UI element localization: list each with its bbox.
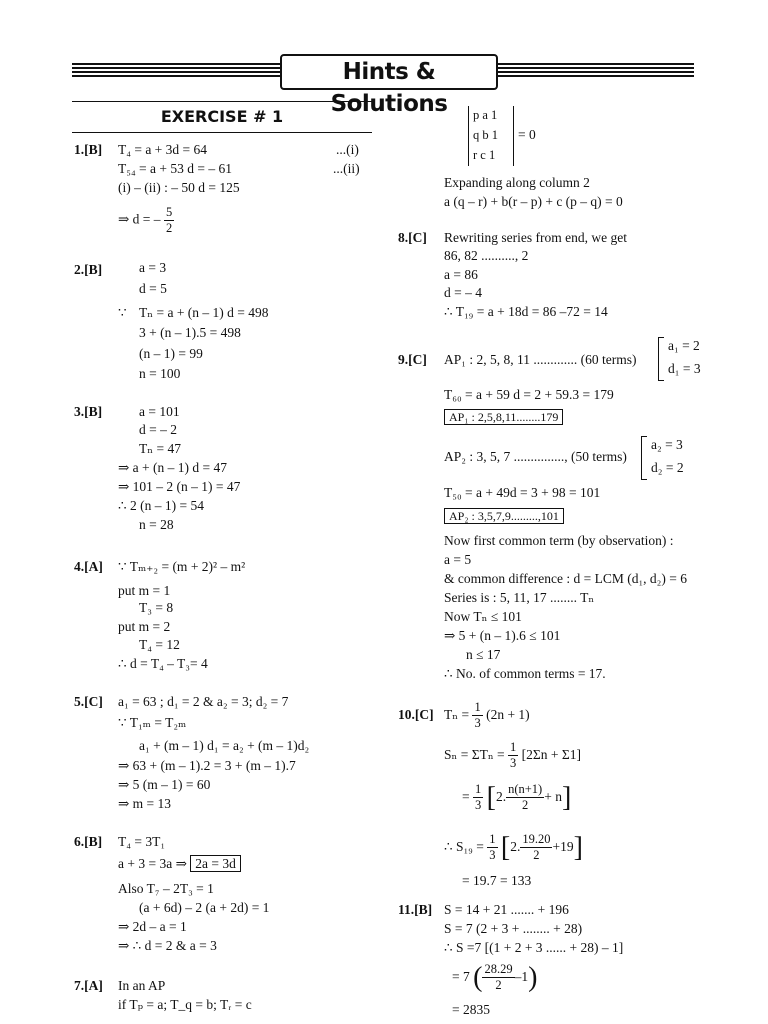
solution-line: a₂ = 3 — [651, 437, 683, 452]
fraction: $\frac{19.20}{2}$ — [522, 832, 551, 863]
bracket — [641, 436, 647, 480]
solution-line: T₄ = 12 — [139, 637, 180, 652]
solution-line: = $\frac{1}{3}$ [2. $\frac{n(n+1)}{2}$ + n] — [462, 781, 572, 813]
fraction: $\frac{1}{3}$ — [510, 740, 517, 771]
solution-line: ∴ T₁₉ = a + 18d = 86 –72 = 14 — [444, 304, 608, 319]
question-number: 9.[C] — [398, 352, 427, 367]
boxed-result: AP₁ : 2,5,8,11........179 — [444, 409, 563, 425]
fraction: $\frac{5}{2}$ — [165, 205, 173, 235]
solution-line: d₂ = 2 — [651, 460, 684, 475]
question-number: 7.[A] — [74, 978, 103, 993]
determinant — [468, 106, 514, 166]
solution-line: Tₙ = a + (n – 1) d = 498 — [139, 305, 269, 320]
solution-line: ∵ Tₘ₊₂ = (m + 2)² – m² — [118, 559, 246, 574]
header-rule-left — [72, 63, 282, 79]
exercise-title: EXERCISE # 1 — [72, 101, 372, 133]
determinant-row: p a 1 — [473, 108, 498, 122]
solution-line: a (q – r) + b(r – p) + c (p – q) = 0 — [444, 194, 623, 209]
solution-line: ∴ No. of common terms = 17. — [444, 666, 606, 681]
solution-line: Tₙ = 47 — [139, 441, 181, 456]
solution-line: ⇒ 5 (m – 1) = 60 — [118, 777, 211, 792]
determinant-row: q b 1 — [473, 128, 498, 142]
question-number: 10.[C] — [398, 707, 434, 722]
question-number: 11.[B] — [398, 902, 433, 917]
solution-line: d = – 4 — [444, 285, 482, 300]
solution-line: d₁ = 3 — [668, 361, 701, 376]
solution-line: ⇒ 2d – a = 1 — [118, 919, 187, 934]
fraction: $\frac{1}{3}$ — [489, 832, 496, 863]
solution-line: Sₙ = ΣTₙ = $\frac{1}{3}$ [2Σn + Σ1] — [444, 740, 581, 771]
solution-line: T₅₀ = a + 49d = 3 + 98 = 101 — [444, 485, 601, 500]
page-title: Hints & Solutions — [280, 54, 498, 90]
solution-line: n = 28 — [139, 517, 174, 532]
solution-line: T₅₄ = a + 53 d = – 61 — [118, 161, 232, 176]
solution-line: AP₂ : 3, 5, 7 ..............., (50 terms) — [444, 449, 627, 464]
solution-line: n ≤ 17 — [466, 647, 501, 662]
question-number: 4.[A] — [74, 559, 103, 574]
solution-line: T₆₀ = a + 59 d = 2 + 59.3 = 179 — [444, 387, 614, 402]
solution-line: ⇒ 5 + (n – 1).6 ≤ 101 — [444, 628, 561, 643]
question-number: 3.[B] — [74, 404, 103, 419]
solution-line: ⇒ 101 – 2 (n – 1) = 47 — [118, 479, 241, 494]
determinant-row: r c 1 — [473, 148, 496, 162]
solution-line: (n – 1) = 99 — [139, 346, 203, 361]
solution-line: ∴ 2 (n – 1) = 54 — [118, 498, 204, 513]
question-number: 2.[B] — [74, 262, 103, 277]
solution-line: ⇒ ∴ d = 2 & a = 3 — [118, 938, 217, 953]
solution-line: ⇒ 63 + (m – 1).2 = 3 + (m – 1).7 — [118, 758, 296, 773]
solution-line: a₁ + (m – 1) d₁ = a₂ + (m – 1)d₂ — [139, 738, 310, 753]
solution-line: Rewriting series from end, we get — [444, 230, 627, 245]
header-rule-right — [494, 63, 694, 79]
solution-line: Now first common term (by observation) : — [444, 533, 674, 548]
solution-line: ∵ T₁ₘ = T₂ₘ — [118, 715, 187, 730]
solution-line: 86, 82 .........., 2 — [444, 248, 529, 263]
solution-line: T₄ = 3T₁ — [118, 834, 166, 849]
fraction: $\frac{1}{3}$ — [475, 782, 482, 813]
solution-line: a + 3 = 3a ⇒ 2a = 3d — [118, 855, 241, 873]
solution-line: ∴ d = T₄ – T₃= 4 — [118, 656, 208, 671]
solution-line: ∴ S =7 [(1 + 2 + 3 ...... + 28) – 1] — [444, 940, 624, 955]
boxed-result: AP₂ : 3,5,7,9.........,101 — [444, 508, 564, 524]
question-number: 8.[C] — [398, 230, 427, 245]
solution-line: (a + 6d) – 2 (a + 2d) = 1 — [139, 900, 270, 915]
solution-line: a = 3 — [139, 260, 167, 275]
fraction: $\frac{1}{3}$ — [474, 700, 481, 731]
solution-line: 3 + (n – 1).5 = 498 — [139, 325, 241, 340]
solution-line: In an AP — [118, 978, 166, 993]
solution-line: a₁ = 2 — [668, 338, 700, 353]
solution-line: Expanding along column 2 — [444, 175, 590, 190]
solution-line: T₄ = a + 3d = 64 — [118, 142, 208, 157]
solution-line — [444, 507, 564, 525]
solution-line: put m = 2 — [118, 619, 171, 634]
solution-line: put m = 1 — [118, 583, 171, 598]
solution-line: = 7 ( $\frac{28.29}{2}$ –1) — [452, 961, 538, 993]
question-number: 6.[B] — [74, 834, 103, 849]
solution-line: Series is : 5, 11, 17 ........ Tₙ — [444, 590, 595, 605]
solution-line: ⇒ a + (n – 1) d = 47 — [118, 460, 228, 475]
solution-line: = 19.7 = 133 — [462, 873, 532, 888]
solution-line: AP₁ : 2, 5, 8, 11 ............. (60 terms) — [444, 352, 637, 367]
solution-line: & common difference : d = LCM (d₁, d₂) = 6 — [444, 571, 687, 586]
solution-line — [444, 408, 563, 426]
solution-line: if Tₚ = a; T_q = b; Tᵣ = c — [118, 997, 252, 1012]
question-number: 5.[C] — [74, 694, 103, 709]
equation-tag: ...(ii) — [333, 161, 360, 176]
solution-line: d = 5 — [139, 281, 167, 296]
solution-line: Now Tₙ ≤ 101 — [444, 609, 522, 624]
equation-tag: ...(i) — [336, 142, 359, 157]
solution-line: = 0 — [518, 127, 536, 142]
solution-line: ⇒ m = 13 — [118, 796, 172, 811]
solution-line: (i) – (ii) : – 50 d = 125 — [118, 180, 240, 195]
solution-line: S = 7 (2 + 3 + ........ + 28) — [444, 921, 583, 936]
solution-line: a₁ = 63 ; d₁ = 2 & a₂ = 3; d₂ = 7 — [118, 694, 289, 709]
solution-line: n = 100 — [139, 366, 181, 381]
solution-line: Tₙ = $\frac{1}{3}$ (2n + 1) — [444, 700, 530, 731]
solution-line: S = 14 + 21 ....... + 196 — [444, 902, 569, 917]
solution-line: d = – 2 — [139, 422, 177, 437]
boxed-result: 2a = 3d — [190, 855, 241, 872]
fraction: $\frac{n(n+1)}{2}$ — [508, 782, 543, 813]
solution-line: a = 5 — [444, 552, 472, 567]
bracket — [658, 337, 664, 381]
because-symbol: ∵ — [118, 305, 127, 320]
solution-line: a = 86 — [444, 267, 478, 282]
solution-line: ⇒ d = – $\frac{5}{2}$ — [118, 205, 173, 235]
fraction: $\frac{28.29}{2}$ — [484, 962, 513, 993]
solution-line: = 2835 — [452, 1002, 490, 1017]
solution-line: ∴ S₁₉ = $\frac{1}{3}$ [2. $\frac{19.20}{2}$ +19] — [444, 831, 583, 863]
solution-line: T₃ = 8 — [139, 600, 174, 615]
question-number: 1.[B] — [74, 142, 103, 157]
solution-line: Also T₇ – 2T₃ = 1 — [118, 881, 214, 896]
solution-line: a = 101 — [139, 404, 180, 419]
